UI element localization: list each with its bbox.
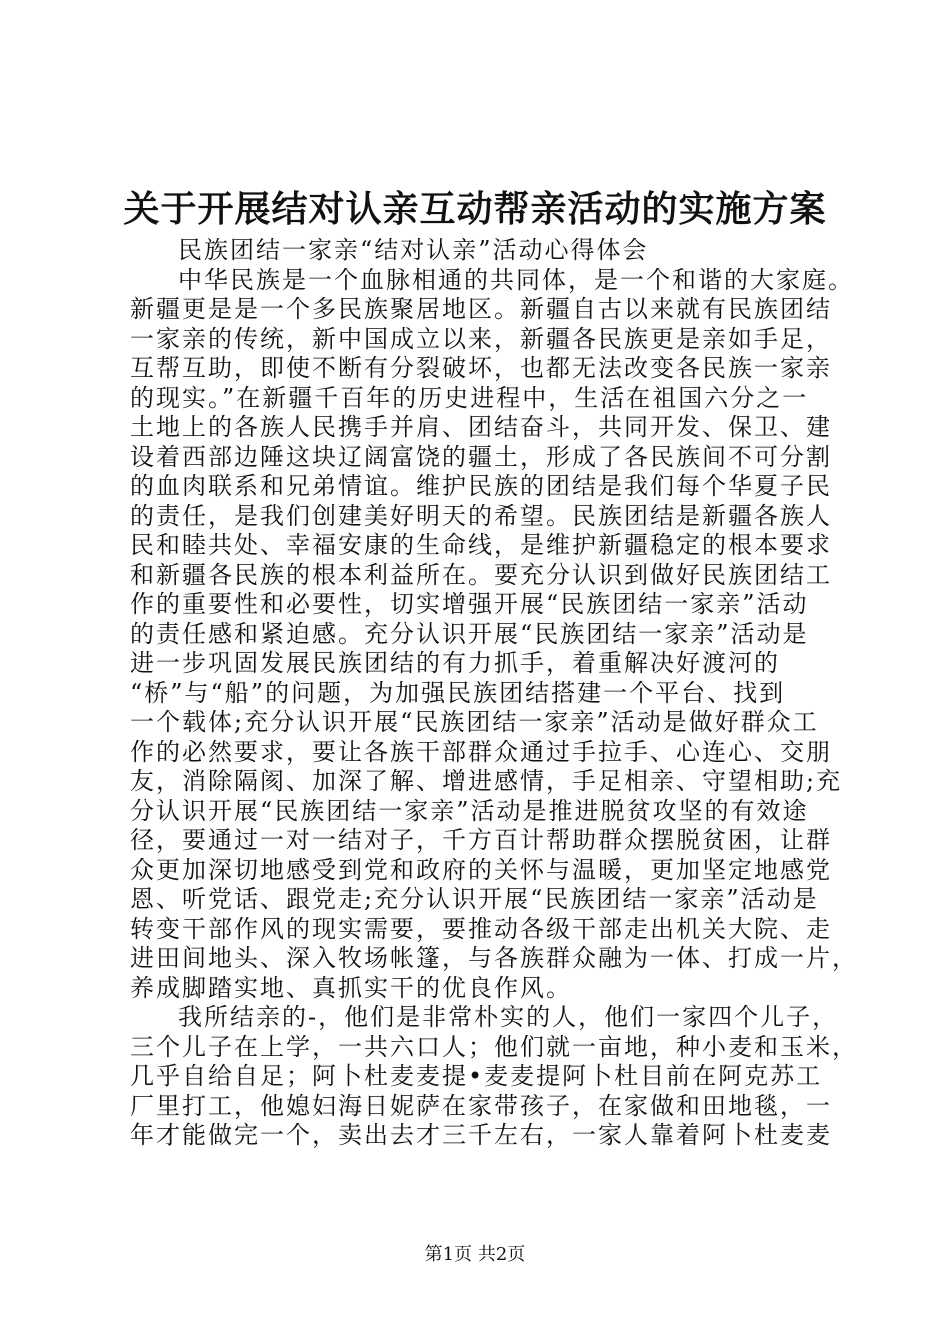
text-line: 转变干部作风的现实需要，要推动各级干部走出机关大院、走 bbox=[130, 914, 832, 943]
text-line: 厂里打工，他媳妇海日妮萨在家带孩子，在家做和田地毯，一 bbox=[130, 1091, 832, 1120]
text-line: 民族团结一家亲“结对认亲”活动心得体会 bbox=[178, 236, 649, 264]
text-line: 年才能做完一个，卖出去才三千左右，一家人靠着阿卜杜麦麦 bbox=[130, 1121, 832, 1149]
text-line: 设着西部边陲这块辽阔富饶的疆土，形成了各民族间不可分割 bbox=[130, 442, 832, 471]
text-line: 几乎自给自足；阿卜杜麦麦提•麦麦提阿卜杜目前在阿克苏工 bbox=[130, 1062, 823, 1090]
text-line: 进一步巩固发展民族团结的有力抓手，着重解决好渡河的 bbox=[130, 649, 780, 677]
text-line: 一家亲的传统，新中国成立以来，新疆各民族更是亲如手足， bbox=[130, 324, 832, 353]
text-line: 的血肉联系和兄弟情谊。维护民族的团结是我们每个华夏子民 bbox=[130, 472, 832, 500]
text-line: 众更加深切地感受到党和政府的关怀与温暖，更加坚定地感党 bbox=[130, 855, 832, 884]
document-body bbox=[130, 236, 860, 1151]
text-line: 我所结亲的-，他们是非常朴实的人，他们一家四个儿子， bbox=[178, 1003, 839, 1031]
text-line: 友，消除隔阂、加深了解、增进感情，手足相亲、守望相助;充 bbox=[130, 767, 843, 795]
text-line: 中华民族是一个血脉相通的共同体，是一个和谐的大家庭。 bbox=[178, 265, 854, 294]
text-line: 三个儿子在上学，一共六口人；他们就一亩地，种小麦和玉米， bbox=[130, 1032, 858, 1061]
text-line: 作的必然要求，要让各族干部群众通过手拉手、心连心、交朋 bbox=[130, 737, 832, 766]
text-line: 一个载体;充分认识开展“民族团结一家亲”活动是做好群众工 bbox=[130, 708, 819, 736]
page-title: 关于开展结对认亲互动帮亲活动的实施方案 bbox=[123, 188, 827, 230]
text-line: 的责任，是我们创建美好明天的希望。民族团结是新疆各族人 bbox=[130, 501, 832, 530]
text-line: 分认识开展“民族团结一家亲”活动是推进脱贫攻坚的有效途 bbox=[130, 796, 809, 825]
text-line: 的现实。”在新疆千百年的历史进程中，生活在祖国六分之一 bbox=[130, 383, 809, 412]
page-footer: 第1页 共2页 bbox=[424, 1244, 526, 1265]
text-line: 民和睦共处、幸福安康的生命线，是维护新疆稳定的根本要求 bbox=[130, 531, 832, 559]
text-line: 新疆更是是一个多民族聚居地区。新疆自古以来就有民族团结 bbox=[130, 295, 832, 323]
text-line: 土地上的各族人民携手并肩、团结奋斗，共同开发、保卫、建 bbox=[130, 413, 832, 441]
text-line: “桥”与“船”的问题，为加强民族团结搭建一个平台、找到 bbox=[130, 678, 786, 707]
text-line: 进田间地头、深入牧场帐篷，与各族群众融为一体、打成一片， bbox=[130, 944, 858, 972]
text-line: 互帮互助，即使不断有分裂破坏，也都无法改变各民族一家亲 bbox=[130, 354, 832, 382]
text-line: 径，要通过一对一结对子，千方百计帮助群众摆脱贫困，让群 bbox=[130, 826, 832, 854]
text-line: 作的重要性和必要性，切实增强开展“民族团结一家亲”活动 bbox=[130, 590, 809, 618]
text-line: 养成脚踏实地、真抓实干的优良作风。 bbox=[130, 973, 572, 1002]
text-line: 恩、听党话、跟党走;充分认识开展“民族团结一家亲”活动是 bbox=[130, 885, 819, 913]
text-line: 的责任感和紧迫感。充分认识开展“民族团结一家亲”活动是 bbox=[130, 619, 809, 648]
text-line: 和新疆各民族的根本利益所在。要充分认识到做好民族团结工 bbox=[130, 560, 832, 589]
